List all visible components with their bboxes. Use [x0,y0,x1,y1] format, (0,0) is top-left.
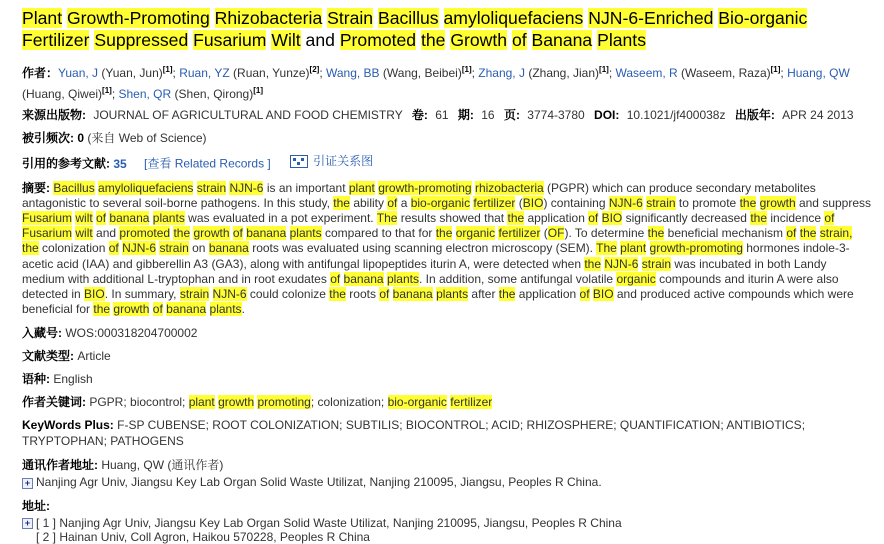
abstract-highlight: NJN-6 [229,180,264,195]
author-link[interactable]: Ruan, YZ [179,66,230,80]
title-highlight: of [511,29,527,50]
title-highlight: Fertilizer [22,29,90,50]
abstract-highlight: strain [179,286,210,301]
issue-value: 16 [481,108,495,122]
author-link[interactable]: Wang, BB [325,66,380,80]
title-highlight: Wilt [271,29,301,50]
abstract-highlight: of [108,241,119,256]
abstract-highlight: growth [113,302,150,317]
keyword-highlight: bio-organic [387,395,447,410]
author-list [22,66,850,101]
abstract-highlight: the [333,195,350,210]
keyword-highlight: fertilizer [450,395,493,410]
accession-row [22,325,872,341]
author-link[interactable]: Zhang, J [478,66,525,80]
abstract-segment: roots was evaluated using scanning electron microscopy (SEM). [248,241,597,256]
title-segment [527,30,532,50]
address-item: [ 2 ] Hainan Univ, Coll Agron, Haikou 570228, Peoples R China [36,530,370,544]
title-highlight: Rhizobacteria [214,8,323,28]
expand-icon[interactable]: + [22,478,33,489]
abstract-highlight: Bacillus [53,180,95,195]
author-affiliation-ref[interactable]: [1] [461,65,472,74]
keywords-plus-value: F-SP CUBENSE; ROOT COLONIZATION; SUBTILIS; BIOCONTROL; ACID; RHIZOSPHERE; QUANTIFICATION; ANTIBIOTICS; TRYPTOPHAN; PATHOGENS [22,418,806,449]
abstract-highlight: of [387,195,398,210]
author-link[interactable]: Huang, QW [787,66,850,80]
abstract-highlight: wilt [75,210,93,225]
author-affiliation-ref[interactable]: [2] [309,65,320,74]
author-link[interactable]: Waseem, R [615,66,678,80]
abstract-highlight: NJN-6 [212,286,247,301]
author-keywords-value [89,395,492,409]
accession-label: 入藏号: [22,326,62,341]
abstract-highlight: growth-promoting [378,180,472,195]
corresponding-address-label: 通讯作者地址: [22,458,98,473]
abstract-segment: . In addition, some antifungal volatile [418,271,617,286]
corresponding-address-text: Nanjing Agr Univ, Jiangsu Key Lab Organ Solid Waste Utilizat, Nanjing 210095, Jiangsu, Peoples R China. [36,475,602,490]
abstract-highlight: NJN-6 [608,195,643,210]
document-type-value: Article [77,349,111,364]
abstract-highlight: of [786,226,797,241]
abstract-segment: ). To determine [564,226,648,241]
abstract [22,181,872,318]
keyword-segment: PGPR; biocontrol; [89,395,189,410]
author-separator: ; [608,66,616,80]
title-highlight: amyloliquefaciens [443,8,584,28]
abstract-segment: to promote [675,195,740,210]
abstract-highlight: of [579,286,590,301]
abstract-highlight: the [647,226,665,241]
keywords-plus-row [22,417,872,449]
title-highlight: Strain [327,8,374,28]
author-link[interactable]: Yuan, J [58,66,99,80]
abstract-highlight: the [750,210,768,225]
abstract-highlight: BIO [522,195,544,210]
abstract-highlight: banana [246,226,287,241]
references-row [22,153,872,172]
title-highlight: NJN-6-Enriched [588,8,714,28]
abstract-highlight: BIO [592,286,614,301]
author-entry [58,66,173,80]
author-full-name: (Zhang, Jian) [524,66,600,80]
corresponding-address-line [22,475,872,489]
abstract-highlight: strain, [819,226,853,241]
author-full-name: (Shen, Qirong) [171,87,254,101]
document-type-row [22,348,872,364]
title-highlight: Banana [531,29,593,50]
author-full-name: (Wang, Beibei) [379,66,462,80]
abstract-segment: application [515,286,580,301]
pages-label: 页: [503,108,520,122]
abstract-highlight: promoted [119,226,171,241]
abstract-highlight: the [435,226,453,241]
author-affiliation-ref[interactable]: [1] [599,65,609,74]
abstract-highlight: of [330,271,341,286]
document-type-label: 文献类型: [22,349,74,364]
abstract-highlight: strain [159,241,189,256]
title-highlight: Bacillus [377,8,439,28]
title-segment [439,8,444,28]
related-records-link[interactable]: [查看 Related Records ] [144,156,271,171]
abstract-highlight: plant [348,180,375,195]
abstract-segment: colonization [38,241,109,256]
abstract-highlight: banana [343,271,384,286]
times-cited-count: 0 [77,131,85,145]
author-keywords-label: 作者关键词: [22,395,86,410]
year-label: 出版年: [734,108,775,122]
abstract-highlight: amyloliquefaciens [98,180,194,195]
author-affiliation-ref[interactable]: [1] [162,65,173,74]
title-highlight: Bio-organic [718,8,808,28]
abstract-highlight: of [588,210,599,225]
abstract-highlight: strain [641,256,672,271]
abstract-highlight: the [498,286,516,301]
abstract-highlight: the [329,286,346,301]
addresses-list [22,516,872,544]
abstract-highlight: fertilizer [498,226,541,241]
author-full-name: (Ruan, Yunze) [229,66,310,80]
author-full-name: (Huang, Qiwei) [22,87,103,101]
pages-value: 3774-3780 [527,108,585,122]
abstract-highlight: bio-organic [410,195,471,210]
abstract-segment: compounds and iturin A were also detected in [22,271,839,301]
author-entry [478,66,609,80]
title-segment: and [300,29,340,50]
abstract-segment: is an important [263,180,349,195]
abstract-highlight: of [232,226,243,241]
language-value: English [53,372,93,387]
expand-icon[interactable]: + [22,518,33,529]
abstract-highlight: the [173,226,191,241]
abstract-segment: application [524,210,589,225]
abstract-segment: ability [349,195,388,210]
abstract-highlight: plants [386,271,419,286]
abstract-highlight: the [93,302,111,317]
author-keywords-row [22,394,872,410]
abstract-segment: ( [515,195,523,210]
times-cited-source: (来自 Web of Science) [87,131,207,145]
language-row [22,371,872,387]
authors-row [22,61,872,103]
author-link[interactable]: Shen, QR [118,87,172,101]
abstract-highlight: plants [289,226,322,241]
abstract-highlight: of [152,302,163,317]
abstract-segment: was incubated in both Landy medium with additional L-tryptophan and in root exudates [22,256,827,286]
title-highlight: the [420,29,446,50]
abstract-highlight: banana [208,241,249,256]
title-highlight: Suppressed [94,29,189,50]
author-full-name: (Yuan, Jun) [98,66,163,80]
abstract-highlight: plants [209,302,242,317]
abstract-segment: significantly decreased [622,210,751,225]
abstract-highlight: plant [620,241,647,256]
keywords-plus-label: KeyWords Plus: [22,418,114,433]
abstract-highlight: rhizobacteria [474,180,544,195]
abstract-highlight: organic [455,226,496,241]
abstract-highlight: of [96,210,107,225]
issue-label: 期: [457,108,474,122]
author-separator: ; [111,87,119,101]
abstract-highlight: OF [547,226,565,241]
references-label: 引用的参考文献: [22,156,110,171]
citation-map-label: 引证关系图 [313,154,374,168]
abstract-highlight: BIO [601,210,623,225]
abstract-segment: . [241,302,245,317]
abstract-highlight: banana [166,302,207,317]
abstract-highlight: banana [109,210,150,225]
abstract-segment: compared to that for [321,226,436,241]
abstract-highlight: the [507,210,525,225]
abstract-highlight: the [584,256,602,271]
author-separator: ; [172,66,180,80]
title-segment [210,8,215,28]
title-highlight: Growth [450,29,508,50]
abstract-highlight: NJN-6 [122,241,157,256]
abstract-segment: on [188,241,209,256]
abstract-highlight: wilt [75,226,93,241]
abstract-highlight: of [824,210,835,225]
author-entry [179,66,319,80]
addresses-label: 地址: [22,499,50,514]
corresponding-author-name: Huang, QW (通讯作者) [101,458,224,473]
article-title [22,8,872,51]
abstract-highlight: The [376,210,398,225]
corresponding-address-row [22,457,872,473]
abstract-highlight: banana [392,286,433,301]
volume-label: 卷: [411,108,428,122]
abstract-highlight: the [799,226,817,241]
abstract-segment: results showed that [397,210,508,225]
address-item: [ 1 ] Nanjing Agr Univ, Jiangsu Key Lab Organ Solid Waste Utilizat, Nanjing 210095, Jiangsu, Peoples R China [36,516,622,531]
abstract-segment: . In summary, [104,286,180,301]
abstract-highlight: growth-promoting [649,241,743,256]
keyword-highlight: growth [218,395,255,410]
abstract-segment: after [468,286,499,301]
author-separator: ; [319,66,326,80]
citation-map-icon [290,155,308,168]
author-affiliation-ref[interactable]: [1] [770,65,781,74]
abstract-segment: incidence [767,210,825,225]
year-value: APR 24 2013 [782,108,854,122]
volume-value: 61 [435,108,449,122]
abstract-highlight: growth [759,195,796,210]
abstract-highlight: plants [152,210,185,225]
abstract-segment: and suppress [795,195,872,210]
author-full-name: (Waseem, Raza) [677,66,771,80]
author-separator: ; [780,66,788,80]
abstract-segment: and [92,226,120,241]
abstract-segment: ( [540,226,548,241]
keyword-segment: ; colonization; [310,395,388,410]
citation-map-link[interactable] [290,153,373,169]
author-entry [118,87,263,101]
author-separator: ; [471,66,479,80]
journal-name: JOURNAL OF AGRICULTURAL AND FOOD CHEMISTRY [93,108,403,122]
abstract-segment: roots [345,286,380,301]
doi-value: 10.1021/jf400038z [626,108,726,122]
abstract-highlight: organic [616,271,656,286]
abstract-highlight: Fusarium [22,226,73,241]
abstract-segment: beneficial mechanism [664,226,787,241]
title-highlight: Growth-Promoting [67,8,210,28]
abstract-highlight: strain [646,195,676,210]
source-label: 来源出版物: [22,108,86,122]
accession-value: WOS:000318204700002 [65,326,198,341]
abstract-highlight: The [596,241,617,256]
abstract-highlight: growth [193,226,230,241]
keyword-highlight: plant [188,395,215,410]
references-count-link[interactable]: 35 [113,156,127,171]
title-highlight: Plant [22,8,63,28]
authors-label: 作者： [22,66,59,80]
abstract-segment: hormones indole-3-acetic acid (IAA) and gibberellin A3 (GA3), along with antifungal lipopeptides iturin A, were detected when [22,241,850,271]
abstract-label: 摘要: [22,180,50,195]
abstract-highlight: plants [436,286,469,301]
author-affiliation-ref[interactable]: [1] [253,86,264,95]
source-row [22,107,872,123]
addresses-row [22,498,872,514]
abstract-highlight: strain [196,180,227,195]
keyword-highlight: promoting [257,395,311,410]
author-entry [615,66,780,80]
times-cited-label: 被引频次: [22,131,74,145]
abstract-segment: could colonize [246,286,330,301]
abstract-segment: ) containing [543,195,609,210]
abstract-segment: was evaluated in a pot experiment. [184,210,377,225]
abstract-segment: (PGPR) which can produce secondary metabolites antagonistic to several soil-borne pathogens. In this study, [22,180,816,210]
abstract-segment: a [397,195,411,210]
abstract-highlight: Fusarium [22,210,73,225]
doi-label: DOI: [594,108,620,122]
language-label: 语种: [22,372,50,387]
abstract-segment: and produced active compounds which were beneficial for [22,286,854,317]
abstract-highlight: the [22,241,39,256]
title-highlight: Promoted [339,29,417,50]
title-highlight: Fusarium [193,29,267,50]
abstract-highlight: fertilizer [473,195,516,210]
abstract-highlight: BIO [84,286,105,301]
times-cited-row [22,130,872,146]
abstract-highlight: NJN-6 [604,256,639,271]
title-highlight: Plants [597,29,646,50]
author-entry [326,66,472,80]
abstract-highlight: the [739,195,757,210]
abstract-highlight: of [379,286,390,301]
author-affiliation-ref[interactable]: [1] [102,86,112,95]
abstract-text [22,181,871,317]
